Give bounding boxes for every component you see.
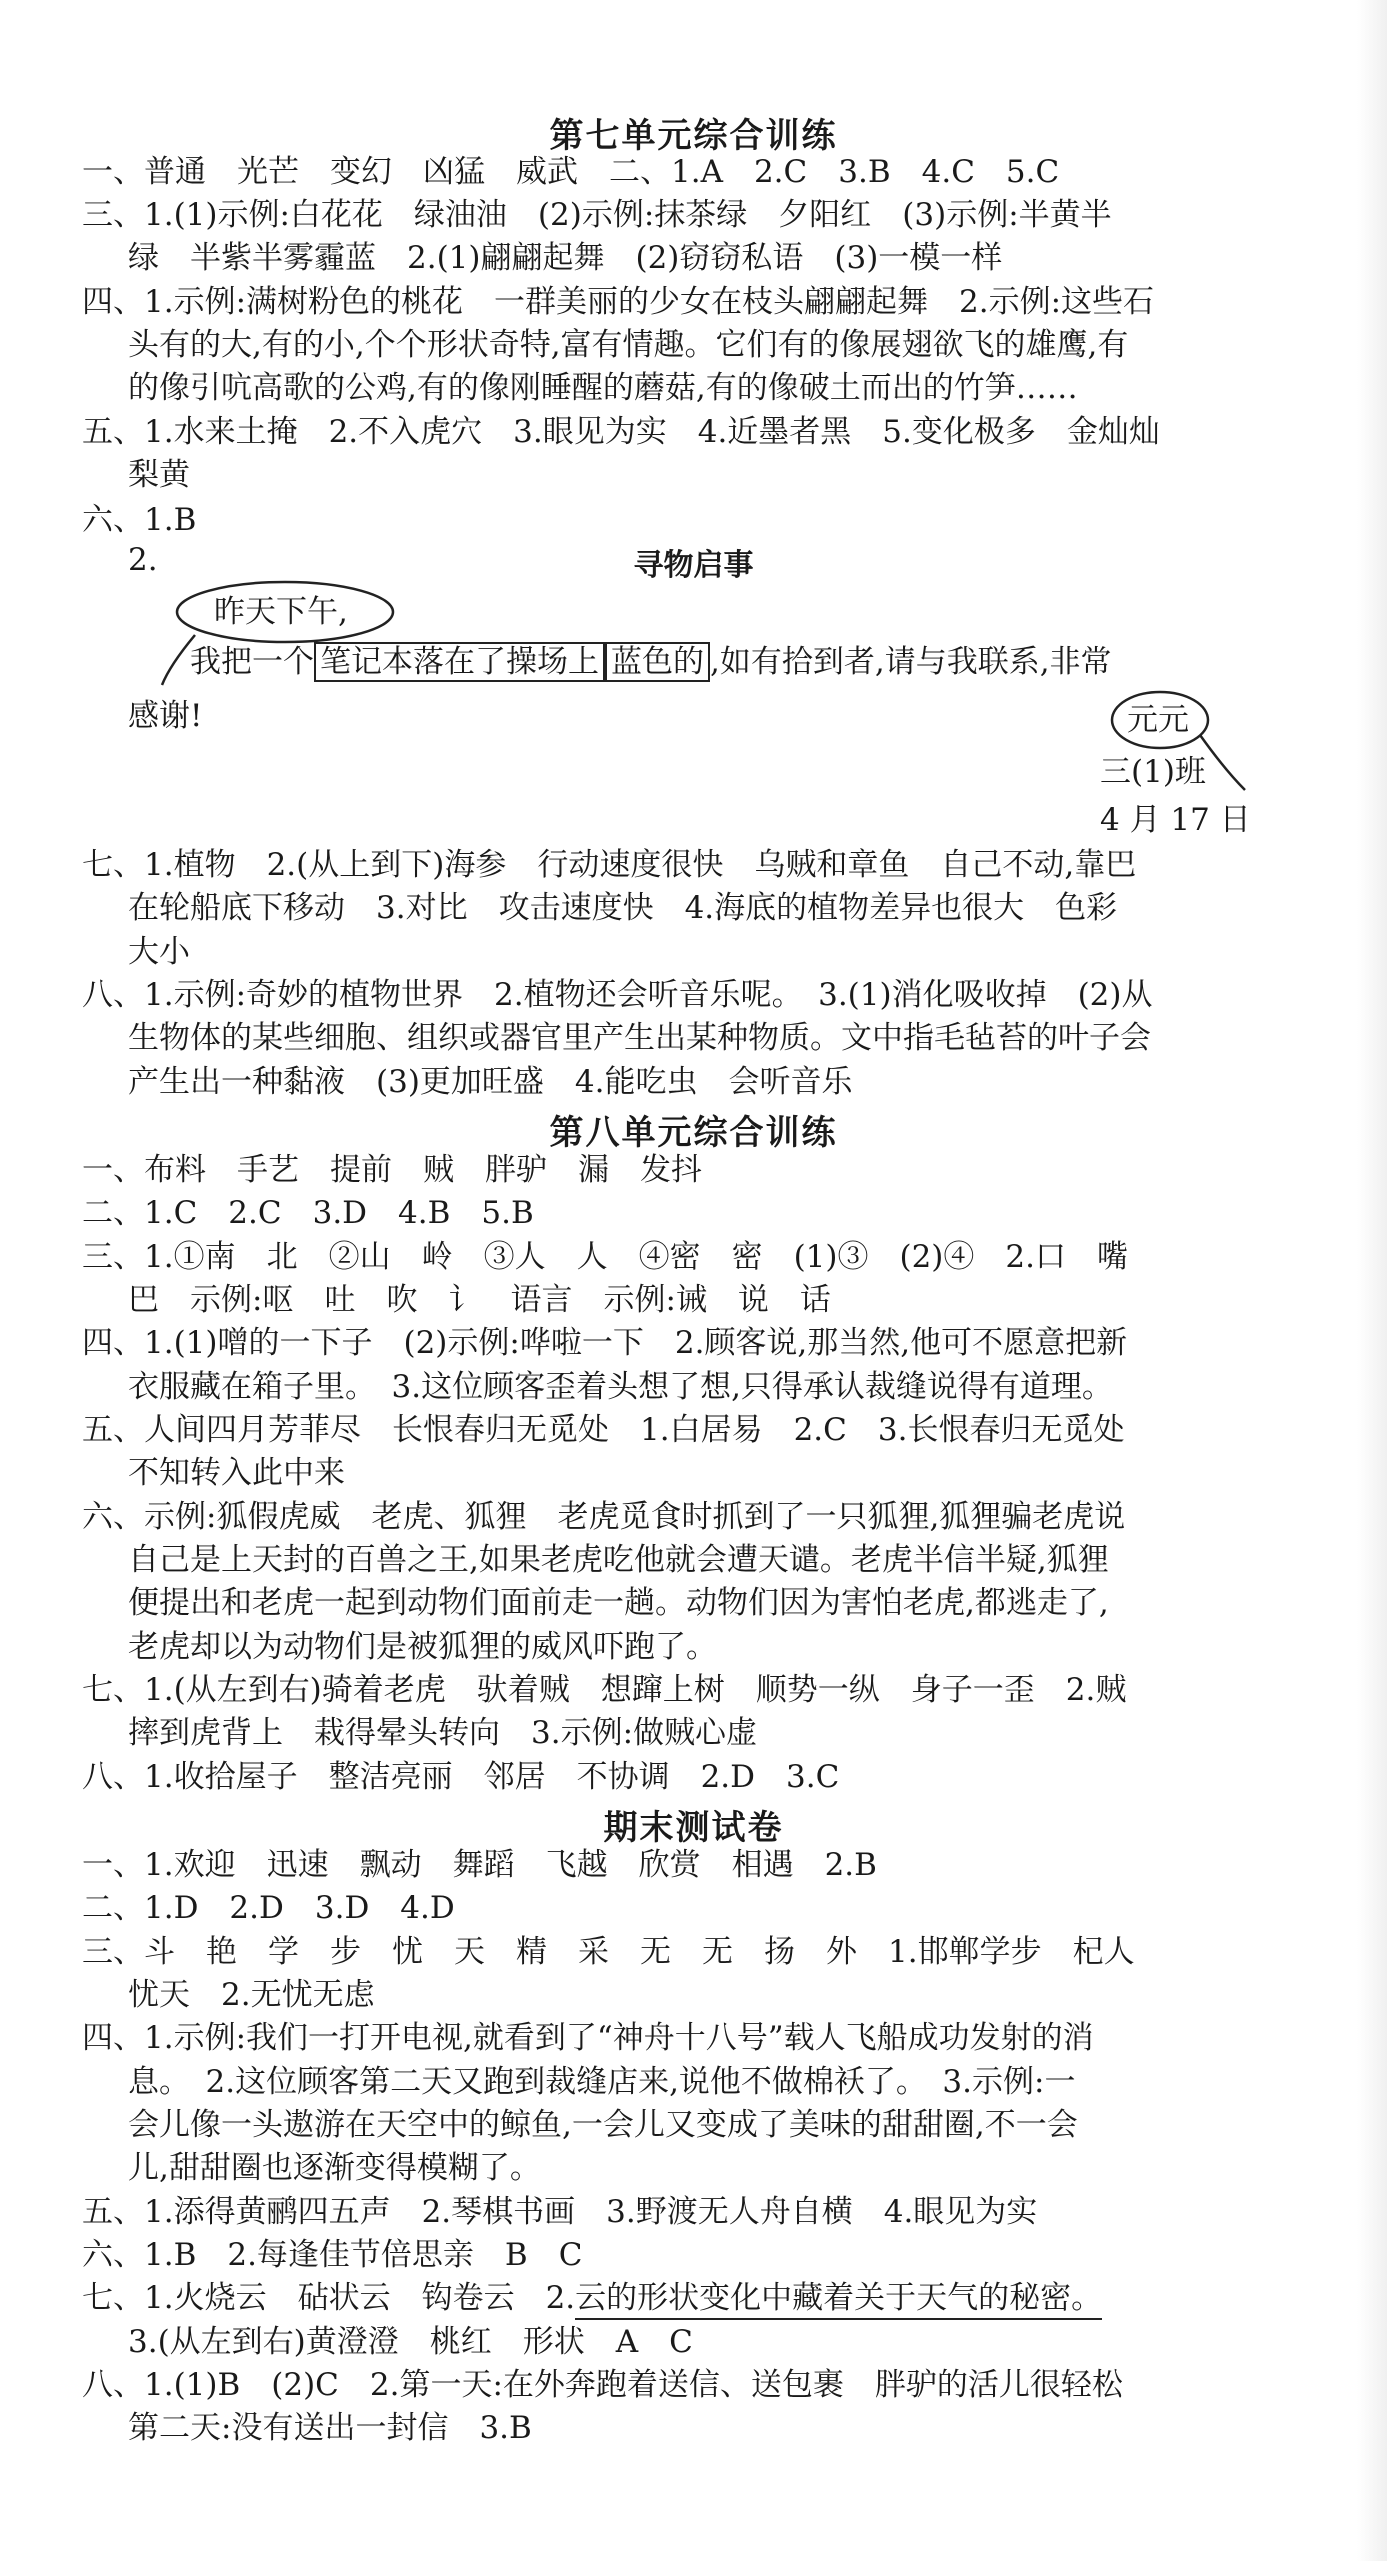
- final-title: 期末测试卷: [603, 1808, 784, 1848]
- final-line-8: 儿,甜甜圈也逐渐变得模糊了。: [128, 2150, 541, 2186]
- unit8-line-5: 四、1.(1)噌的一下子 (2)示例:哗啦一下 2.顾客说,那当然,他可不愿意把新: [82, 1325, 1128, 1361]
- final-q7-underlined: 云的形状变化中藏着关于天气的秘密。: [575, 2280, 1102, 2320]
- final-line-6: 息。 2.这位顾客第二天又跑到裁缝店来,说他不做棉袄了。 3.示例:一: [128, 2064, 1076, 2100]
- unit7-line-7: 五、1.水来土掩 2.不入虎穴 3.眼见为实 4.近墨者黑 5.变化极多 金灿灿: [82, 414, 1160, 450]
- unit7-line-1: 一、普通 光芒 变幻 凶猛 威武 二、1.A 2.C 3.B 4.C 5.C: [82, 154, 1060, 190]
- unit7-after-3: 大小: [128, 934, 190, 970]
- unit7-line-3: 绿 半紫半雾霾蓝 2.(1)翩翩起舞 (2)窃窃私语 (3)一模一样: [128, 240, 1003, 276]
- notice-boxed-phrase: 笔记本落在了操场上: [314, 642, 605, 682]
- final-line-2: 二、1.D 2.D 3.D 4.D: [82, 1890, 455, 1926]
- notice-body-line-2: 感谢!: [128, 698, 203, 734]
- unit7-title: 第七单元综合训练: [549, 116, 838, 156]
- unit8-line-7: 五、人间四月芳菲尽 长恨春归无觅处 1.白居易 2.C 3.长恨春归无觅处: [82, 1412, 1125, 1448]
- unit7-line-8: 梨黄: [128, 457, 190, 493]
- unit8-line-13: 七、1.(从左到右)骑着老虎 驮着贼 想蹿上树 顺势一纵 身子一歪 2.贼: [82, 1672, 1127, 1708]
- notice-date: 4 月 17 日: [1100, 802, 1251, 838]
- unit7-after-6: 产生出一种黏液 (3)更加旺盛 4.能吃虫 会听音乐: [128, 1064, 853, 1100]
- unit8-line-1: 一、布料 手艺 提前 贼 胖驴 漏 发抖: [82, 1152, 702, 1188]
- final-q7-text: 七、1.火烧云 砧状云 钩卷云 2.: [82, 2280, 576, 2316]
- signature-pointer: [1200, 735, 1245, 790]
- unit7-after-5: 生物体的某些细胞、组织或器官里产生出某种物质。文中指毛毡苔的叶子会: [128, 1020, 1151, 1056]
- final-line-12: 3.(从左到右)黄澄澄 桃红 形状 A C: [128, 2324, 693, 2360]
- notice-text-a: 我把一个: [190, 644, 314, 680]
- unit8-line-12: 老虎却以为动物们是被狐狸的威风吓跑了。: [128, 1629, 717, 1665]
- unit8-line-10: 自己是上天封的百兽之王,如果老虎吃他就会遭天谴。老虎半信半疑,狐狸: [128, 1542, 1109, 1578]
- unit7-after-1: 七、1.植物 2.(从上到下)海参 行动速度很快 乌贼和章鱼 自己不动,靠巴: [82, 847, 1137, 883]
- notice-number: 2.: [128, 542, 158, 578]
- final-line-14: 第二天:没有送出一封信 3.B: [128, 2410, 532, 2446]
- final-line-13: 八、1.(1)B (2)C 2.第一天:在外奔跑着送信、送包裹 胖驴的活儿很轻松: [82, 2367, 1123, 2403]
- final-line-1: 一、1.欢迎 迅速 飘动 舞蹈 飞越 欣赏 相遇 2.B: [82, 1847, 877, 1883]
- notice-inserted-time: 昨天下午,: [214, 594, 348, 630]
- unit7-after-2: 在轮船底下移动 3.对比 攻击速度快 4.海底的植物差异也很大 色彩: [128, 890, 1118, 926]
- notice-text-b: ,如有拾到者,请与我联系,非常: [710, 644, 1112, 680]
- notice-signature-name: 元元: [1127, 702, 1189, 738]
- unit8-line-3: 三、1.①南 北 ②山 岭 ③人 人 ④密 密 (1)③ (2)④ 2.口 嘴: [82, 1239, 1128, 1275]
- unit8-line-11: 便提出和老虎一起到动物们面前走一趟。动物们因为害怕老虎,都逃走了,: [128, 1585, 1109, 1621]
- final-line-9: 五、1.添得黄鹂四五声 2.琴棋书画 3.野渡无人舟自横 4.眼见为实: [82, 2194, 1038, 2230]
- unit7-line-4: 四、1.示例:满树粉色的桃花 一群美丽的少女在枝头翩翩起舞 2.示例:这些石: [82, 284, 1155, 320]
- unit7-line-5: 头有的大,有的小,个个形状奇特,富有情趣。它们有的像展翅欲飞的雄鹰,有: [128, 327, 1129, 363]
- unit8-line-15: 八、1.收拾屋子 整洁亮丽 邻居 不协调 2.D 3.C: [82, 1759, 840, 1795]
- unit7-line-9: 六、1.B: [82, 502, 197, 538]
- unit8-line-8: 不知转入此中来: [128, 1455, 345, 1491]
- unit7-line-6: 的像引吭高歌的公鸡,有的像刚睡醒的蘑菇,有的像破土而出的竹笋……: [128, 370, 1078, 406]
- final-line-3: 三、斗 艳 学 步 忧 天 精 采 无 无 扬 外 1.邯郸学步 杞人: [82, 1934, 1135, 1970]
- final-line-7: 会儿像一头遨游在天空中的鲸鱼,一会儿又变成了美味的甜甜圈,不一会: [128, 2107, 1078, 2143]
- unit8-title: 第八单元综合训练: [549, 1113, 838, 1153]
- unit7-after-4: 八、1.示例:奇妙的植物世界 2.植物还会听音乐呢。 3.(1)消化吸收掉 (2)从: [82, 977, 1153, 1013]
- unit8-line-2: 二、1.C 2.C 3.D 4.B 5.B: [82, 1195, 534, 1231]
- final-line-10: 六、1.B 2.每逢佳节倍思亲 B C: [82, 2237, 583, 2273]
- notice-body-line-1: [190, 642, 1112, 682]
- final-line-11: [82, 2278, 1102, 2318]
- unit8-line-6: 衣服藏在箱子里。 3.这位顾客歪着头想了想,只得承认裁缝说得有道理。: [128, 1369, 1113, 1405]
- unit8-line-9: 六、示例:狐假虎威 老虎、狐狸 老虎觅食时抓到了一只狐狸,狐狸骗老虎说: [82, 1499, 1126, 1535]
- page-edge-shadow: [1357, 0, 1387, 2561]
- notice-signature-class: 三(1)班: [1100, 754, 1206, 790]
- unit8-line-4: 巴 示例:呕 吐 吹 讠 语言 示例:诫 说 话: [128, 1282, 831, 1318]
- final-line-5: 四、1.示例:我们一打开电视,就看到了“神舟十八号”载人飞船成功发射的消: [82, 2020, 1094, 2056]
- final-line-4: 忧天 2.无忧无虑: [128, 1977, 375, 2013]
- unit7-line-2: 三、1.(1)示例:白花花 绿油油 (2)示例:抹茶绿 夕阳红 (3)示例:半黄半: [82, 197, 1112, 233]
- notice-title: 寻物启事: [633, 548, 754, 583]
- unit8-line-14: 摔到虎背上 栽得晕头转向 3.示例:做贼心虚: [128, 1715, 758, 1751]
- notice-boxed-word: 蓝色的: [605, 642, 710, 682]
